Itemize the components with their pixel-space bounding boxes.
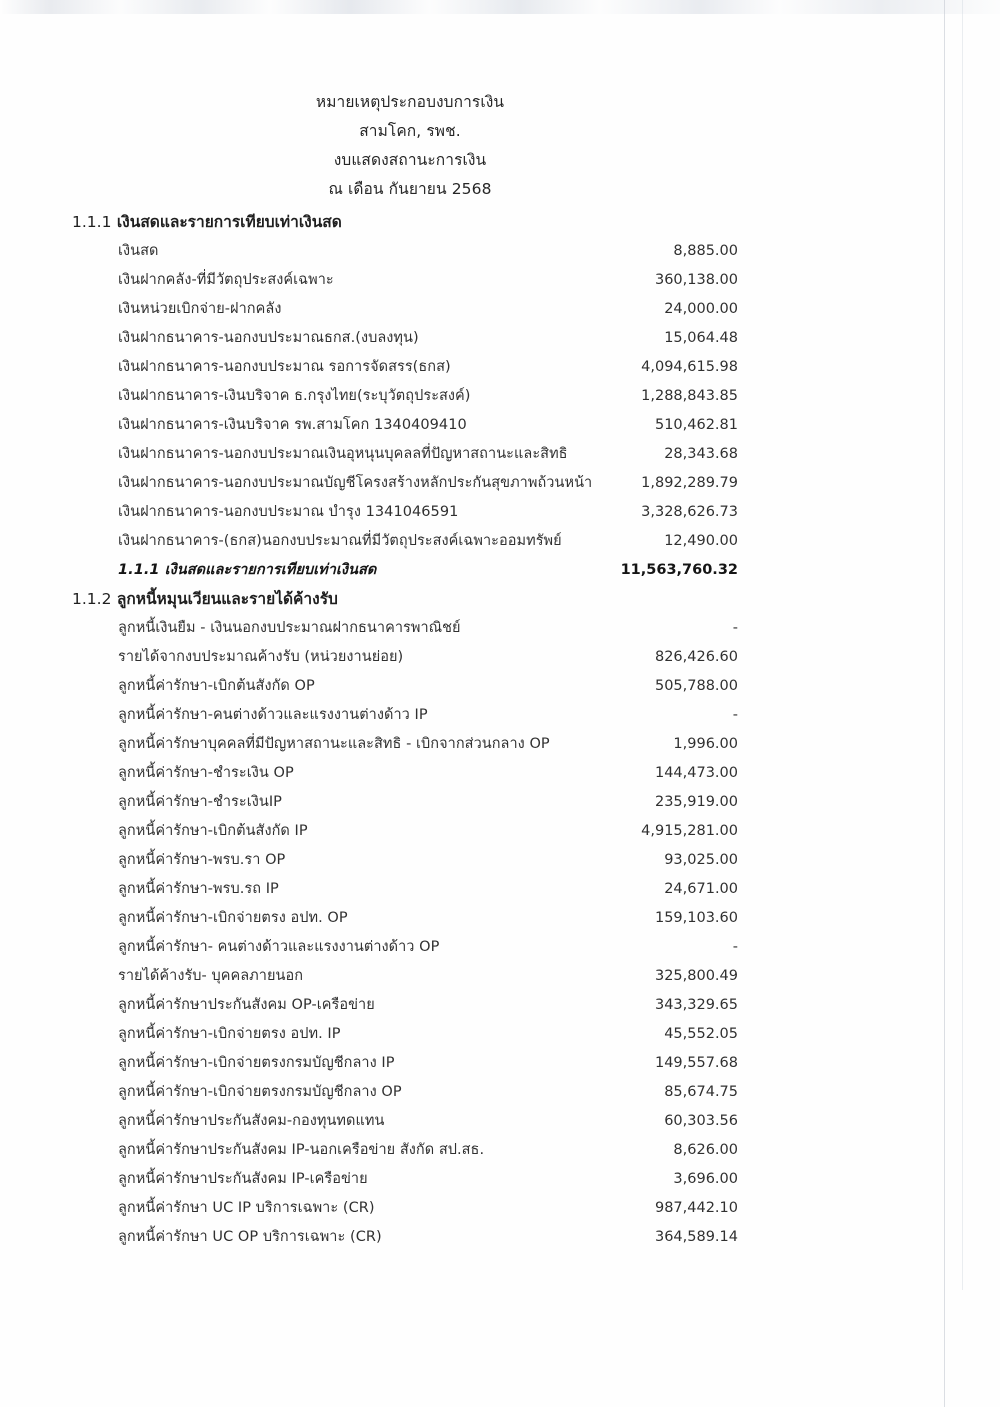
section-heading-1.1.2 <box>0 585 1000 614</box>
statement-row <box>0 991 1000 1020</box>
statement-row <box>0 614 1000 643</box>
statement-row <box>0 904 1000 933</box>
statement-row <box>0 846 1000 875</box>
row-amount: 159,103.60 <box>654 910 738 926</box>
statement-row <box>0 701 1000 730</box>
row-label: เงินหน่วยเบิกจ่าย-ฝากคลัง <box>118 301 282 317</box>
row-amount: 24,000.00 <box>664 301 738 317</box>
row-amount: 1,288,843.85 <box>641 388 738 404</box>
statement-row <box>0 1107 1000 1136</box>
section-total-row <box>0 556 1000 585</box>
row-label: เงินสด <box>118 243 159 259</box>
row-amount: 510,462.81 <box>654 417 738 433</box>
row-label: เงินฝากธนาคาร-นอกงบประมาณ รอการจัดสรร(ธกส) <box>118 359 451 375</box>
row-label: เงินฝากธนาคาร-นอกงบประมาณเงินอุหนุนบุคลลที่ปัญหาสถานะและสิทธิ <box>118 446 568 462</box>
statement-row <box>0 353 1000 382</box>
section-heading-1.1.1 <box>0 208 1000 237</box>
section-title: เงินสดและรายการเทียบเท่าเงินสด <box>116 213 342 231</box>
row-amount: 826,426.60 <box>654 649 738 665</box>
statement-row <box>0 1078 1000 1107</box>
document-title: หมายเหตุประกอบงบการเงิน <box>315 93 505 111</box>
statement-type: งบแสดงสถานะการเงิน <box>333 151 487 169</box>
statement-period: ณ เดือน กันยายน 2568 <box>328 180 492 198</box>
statement-body <box>0 208 1000 1252</box>
row-label: เงินฝากธนาคาร-(ธกส)นอกงบประมาณที่มีวัตถุประสงค์เฉพาะออมทรัพย์ <box>118 533 562 549</box>
statement-row <box>0 440 1000 469</box>
row-label: เงินฝากธนาคาร-นอกงบประมาณ บำรุง 1341046591 <box>118 504 459 520</box>
row-amount: 4,094,615.98 <box>641 359 738 375</box>
row-label: ลูกหนี้ค่ารักษา-เบิกจ่ายตรง อปท. OP <box>118 910 348 926</box>
row-label: ลูกหนี้เงินยืม - เงินนอกงบประมาณฝากธนาคารพาณิชย์ <box>118 620 461 636</box>
row-amount: 325,800.49 <box>654 968 738 984</box>
statement-row <box>0 875 1000 904</box>
row-amount: - <box>732 707 738 723</box>
row-label: เงินฝากคลัง-ที่มีวัตถุประสงค์เฉพาะ <box>118 272 334 288</box>
statement-row <box>0 411 1000 440</box>
row-amount: - <box>732 620 738 636</box>
row-label: เงินฝากธนาคาร-นอกงบประมาณธกส.(งบลงทุน) <box>118 330 419 346</box>
statement-row <box>0 672 1000 701</box>
row-label: ลูกหนี้ค่ารักษา-ชำระเงินIP <box>118 794 282 810</box>
row-amount: 364,589.14 <box>654 1229 738 1245</box>
row-label: ลูกหนี้ค่ารักษาประกันสังคม IP-เครือข่าย <box>118 1171 368 1187</box>
statement-row <box>0 1020 1000 1049</box>
row-amount: 235,919.00 <box>654 794 738 810</box>
row-amount: 3,328,626.73 <box>641 504 738 520</box>
section-number: 1.1.2 <box>72 590 112 608</box>
row-label: ลูกหนี้ค่ารักษาประกันสังคม-กองทุนทดแทน <box>118 1113 385 1129</box>
row-amount: 360,138.00 <box>654 272 738 288</box>
row-amount: 4,915,281.00 <box>641 823 738 839</box>
statement-row <box>0 1136 1000 1165</box>
statement-row <box>0 1223 1000 1252</box>
row-amount: 1,892,289.79 <box>641 475 738 491</box>
row-label: เงินฝากธนาคาร-นอกงบประมาณบัญชีโครงสร้างหลักประกันสุขภาพถ้วนหน้า <box>118 475 593 491</box>
row-amount: 3,696.00 <box>673 1171 738 1187</box>
statement-row <box>0 1049 1000 1078</box>
statement-row <box>0 527 1000 556</box>
row-label: ลูกหนี้ค่ารักษา-เบิกต้นสังกัด IP <box>118 823 308 839</box>
row-label: ลูกหนี้ค่ารักษา UC OP บริการเฉพาะ (CR) <box>118 1229 382 1245</box>
statement-row <box>0 817 1000 846</box>
scan-artifact-top <box>0 0 1000 14</box>
organization-name: สามโคก, รพช. <box>359 122 461 140</box>
row-amount: 8,885.00 <box>673 243 738 259</box>
section-title: ลูกหนี้หมุนเวียนและรายได้ค้างรับ <box>116 590 338 608</box>
row-amount: 24,671.00 <box>664 881 738 897</box>
row-amount: 8,626.00 <box>673 1142 738 1158</box>
statement-row <box>0 643 1000 672</box>
row-amount: 343,329.65 <box>654 997 738 1013</box>
statement-row <box>0 788 1000 817</box>
row-amount: 15,064.48 <box>664 330 738 346</box>
statement-row <box>0 498 1000 527</box>
statement-row <box>0 324 1000 353</box>
statement-row <box>0 962 1000 991</box>
row-label: ลูกหนี้ค่ารักษา- คนต่างด้าวและแรงงานต่างด้าว OP <box>118 939 440 955</box>
row-amount: 149,557.68 <box>654 1055 738 1071</box>
total-amount: 11,563,760.32 <box>620 562 738 578</box>
row-label: ลูกหนี้ค่ารักษาประกันสังคม IP-นอกเครือข่าย สังกัด สป.สธ. <box>118 1142 485 1158</box>
statement-row <box>0 730 1000 759</box>
row-label: รายได้จากงบประมาณค้างรับ (หน่วยงานย่อย) <box>118 649 404 665</box>
row-amount: 85,674.75 <box>664 1084 738 1100</box>
row-label: ลูกหนี้ค่ารักษา UC IP บริการเฉพาะ (CR) <box>118 1200 375 1216</box>
row-label: ลูกหนี้ค่ารักษาบุคคลที่มีปัญหาสถานะและสิทธิ - เบิกจากส่วนกลาง OP <box>118 736 550 752</box>
row-amount: 1,996.00 <box>673 736 738 752</box>
row-label: ลูกหนี้ค่ารักษา-เบิกจ่ายตรงกรมบัญชีกลาง IP <box>118 1055 395 1071</box>
row-amount: - <box>732 939 738 955</box>
document-header <box>0 88 820 204</box>
statement-row <box>0 933 1000 962</box>
total-label: 1.1.1 เงินสดและรายการเทียบเท่าเงินสด <box>118 562 377 578</box>
statement-row <box>0 382 1000 411</box>
statement-row <box>0 266 1000 295</box>
statement-row <box>0 1165 1000 1194</box>
row-label: ลูกหนี้ค่ารักษา-พรบ.รถ IP <box>118 881 279 897</box>
row-label: ลูกหนี้ค่ารักษาประกันสังคม OP-เครือข่าย <box>118 997 375 1013</box>
statement-row <box>0 469 1000 498</box>
row-amount: 45,552.05 <box>664 1026 738 1042</box>
row-amount: 60,303.56 <box>664 1113 738 1129</box>
statement-row <box>0 237 1000 266</box>
row-label: ลูกหนี้ค่ารักษา-เบิกจ่ายตรง อปท. IP <box>118 1026 341 1042</box>
row-amount: 505,788.00 <box>654 678 738 694</box>
row-amount: 987,442.10 <box>654 1200 738 1216</box>
statement-row <box>0 1194 1000 1223</box>
row-label: ลูกหนี้ค่ารักษา-คนต่างด้าวและแรงงานต่างด้าว IP <box>118 707 428 723</box>
statement-row <box>0 295 1000 324</box>
row-label: ลูกหนี้ค่ารักษา-เบิกจ่ายตรงกรมบัญชีกลาง OP <box>118 1084 402 1100</box>
row-label: ลูกหนี้ค่ารักษา-พรบ.รา OP <box>118 852 286 868</box>
section-number: 1.1.1 <box>72 213 112 231</box>
row-amount: 12,490.00 <box>664 533 738 549</box>
row-label: ลูกหนี้ค่ารักษา-ชำระเงิน OP <box>118 765 294 781</box>
row-label: รายได้ค้างรับ- บุคคลภายนอก <box>118 968 304 984</box>
row-amount: 28,343.68 <box>664 446 738 462</box>
row-label: เงินฝากธนาคาร-เงินบริจาค รพ.สามโคก 1340409410 <box>118 417 467 433</box>
statement-row <box>0 759 1000 788</box>
row-label: เงินฝากธนาคาร-เงินบริจาค ธ.กรุงไทย(ระบุวัตถุประสงค์) <box>118 388 471 404</box>
row-label: ลูกหนี้ค่ารักษา-เบิกต้นสังกัด OP <box>118 678 315 694</box>
row-amount: 93,025.00 <box>664 852 738 868</box>
row-amount: 144,473.00 <box>654 765 738 781</box>
